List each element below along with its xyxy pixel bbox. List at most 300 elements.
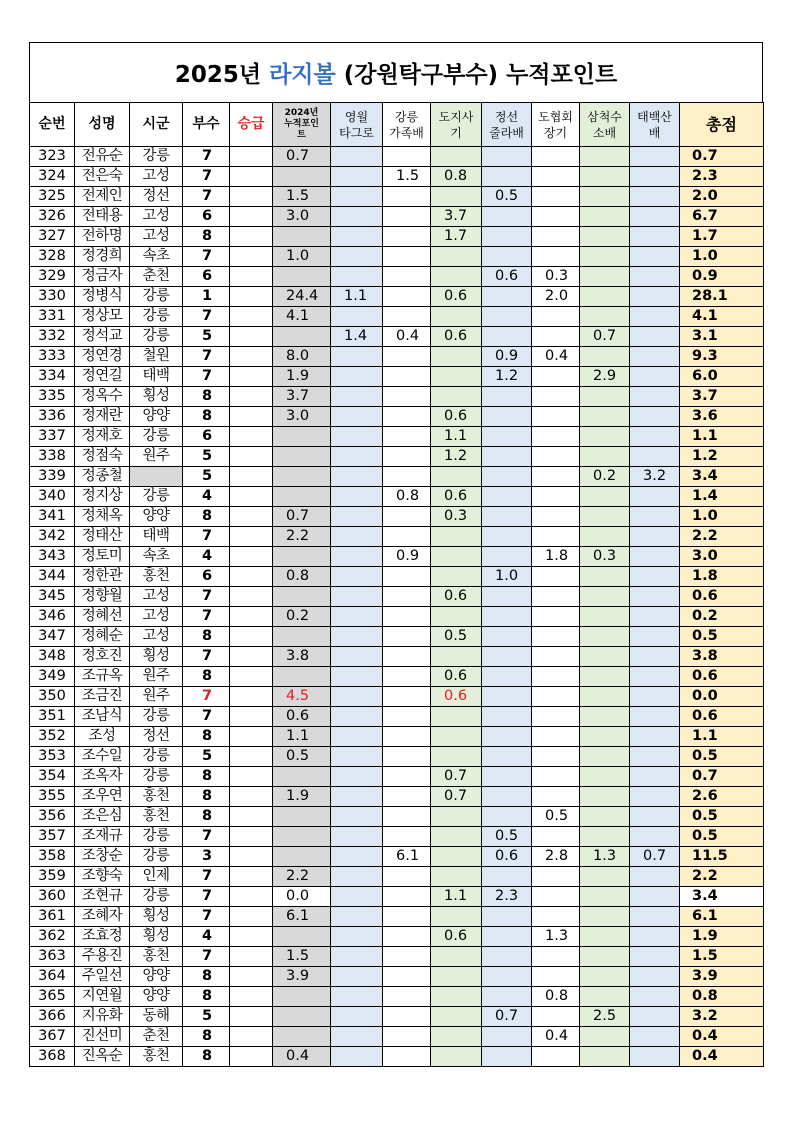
cell-division: 4 xyxy=(183,487,230,507)
cell-comp-6 xyxy=(580,587,630,607)
cell-comp-7 xyxy=(630,147,680,167)
cell-comp-6 xyxy=(580,487,630,507)
cell-comp-2 xyxy=(383,527,431,547)
cell-comp-3 xyxy=(431,527,482,547)
cell-comp-5 xyxy=(532,727,580,747)
cell-no: 343 xyxy=(30,547,75,567)
cell-promotion xyxy=(230,747,273,767)
cell-comp-5 xyxy=(532,207,580,227)
header-comp-1: 영월 타그로 xyxy=(331,103,383,147)
table-row xyxy=(30,567,764,587)
header-city: 시군 xyxy=(130,103,183,147)
cell-name: 정혜순 xyxy=(75,627,130,647)
cell-prev-points xyxy=(273,627,331,647)
cell-comp-6 xyxy=(580,1027,630,1047)
cell-comp-1 xyxy=(331,467,383,487)
cell-total: 0.4 xyxy=(680,1047,764,1067)
cell-comp-4 xyxy=(482,587,532,607)
cell-no: 366 xyxy=(30,1007,75,1027)
table-row xyxy=(30,687,764,707)
cell-total: 0.5 xyxy=(680,807,764,827)
cell-total: 1.0 xyxy=(680,507,764,527)
cell-promotion xyxy=(230,507,273,527)
table-row xyxy=(30,487,764,507)
table-row xyxy=(30,947,764,967)
cell-comp-2: 6.1 xyxy=(383,847,431,867)
cell-comp-2 xyxy=(383,967,431,987)
cell-comp-1 xyxy=(331,347,383,367)
cell-division: 7 xyxy=(183,367,230,387)
cell-no: 349 xyxy=(30,667,75,687)
cell-comp-7 xyxy=(630,267,680,287)
cell-promotion xyxy=(230,287,273,307)
cell-comp-5 xyxy=(532,527,580,547)
cell-total: 0.7 xyxy=(680,767,764,787)
cell-city: 양양 xyxy=(130,507,183,527)
cell-prev-points: 0.2 xyxy=(273,607,331,627)
cell-comp-4 xyxy=(482,327,532,347)
cell-prev-points: 4.1 xyxy=(273,307,331,327)
cell-no: 364 xyxy=(30,967,75,987)
cell-comp-5 xyxy=(532,887,580,907)
cell-city: 강릉 xyxy=(130,827,183,847)
cell-comp-2 xyxy=(383,207,431,227)
cell-city: 정선 xyxy=(130,187,183,207)
cell-prev-points xyxy=(273,667,331,687)
cell-no: 325 xyxy=(30,187,75,207)
cell-comp-4 xyxy=(482,1047,532,1067)
table-row xyxy=(30,447,764,467)
cell-city: 춘천 xyxy=(130,1027,183,1047)
cell-prev-points xyxy=(273,827,331,847)
cell-comp-6 xyxy=(580,247,630,267)
cell-comp-7 xyxy=(630,927,680,947)
cell-total: 2.2 xyxy=(680,527,764,547)
cell-comp-3 xyxy=(431,367,482,387)
table-row xyxy=(30,747,764,767)
cell-no: 329 xyxy=(30,267,75,287)
cell-comp-6 xyxy=(580,227,630,247)
cell-comp-3: 1.2 xyxy=(431,447,482,467)
cell-name: 정옥수 xyxy=(75,387,130,407)
cell-comp-2 xyxy=(383,287,431,307)
cell-name: 정재란 xyxy=(75,407,130,427)
header-comp-2: 강릉 가족배 xyxy=(383,103,431,147)
cell-division: 7 xyxy=(183,887,230,907)
cell-division: 7 xyxy=(183,707,230,727)
cell-comp-7 xyxy=(630,587,680,607)
cell-comp-4 xyxy=(482,1027,532,1047)
cell-comp-5 xyxy=(532,787,580,807)
cell-comp-7 xyxy=(630,967,680,987)
cell-prev-points: 0.0 xyxy=(273,887,331,907)
cell-comp-2 xyxy=(383,447,431,467)
table-row xyxy=(30,907,764,927)
cell-comp-5 xyxy=(532,307,580,327)
cell-city: 동해 xyxy=(130,1007,183,1027)
cell-city: 양양 xyxy=(130,407,183,427)
cell-comp-5 xyxy=(532,587,580,607)
cell-no: 334 xyxy=(30,367,75,387)
table-row xyxy=(30,927,764,947)
cell-no: 332 xyxy=(30,327,75,347)
header-prev-points: 2024년 누적포인 트 xyxy=(273,103,331,147)
cell-division: 7 xyxy=(183,307,230,327)
cell-comp-7: 3.2 xyxy=(630,467,680,487)
cell-no: 347 xyxy=(30,627,75,647)
table-row xyxy=(30,887,764,907)
cell-comp-7 xyxy=(630,387,680,407)
table-row xyxy=(30,347,764,367)
cell-prev-points: 3.7 xyxy=(273,387,331,407)
cell-division: 1 xyxy=(183,287,230,307)
table-row xyxy=(30,307,764,327)
cell-comp-7 xyxy=(630,887,680,907)
cell-promotion xyxy=(230,427,273,447)
cell-comp-6 xyxy=(580,567,630,587)
cell-total: 1.0 xyxy=(680,247,764,267)
cell-comp-5: 2.0 xyxy=(532,287,580,307)
cell-comp-6: 2.5 xyxy=(580,1007,630,1027)
cell-no: 340 xyxy=(30,487,75,507)
cell-total: 1.4 xyxy=(680,487,764,507)
cell-comp-2 xyxy=(383,467,431,487)
cell-comp-3: 0.5 xyxy=(431,627,482,647)
cell-city: 횡성 xyxy=(130,647,183,667)
cell-no: 336 xyxy=(30,407,75,427)
cell-comp-3: 0.6 xyxy=(431,407,482,427)
header-division: 부수 xyxy=(183,103,230,147)
cell-comp-1 xyxy=(331,267,383,287)
cell-division: 8 xyxy=(183,507,230,527)
cell-comp-6 xyxy=(580,447,630,467)
cell-city: 강릉 xyxy=(130,767,183,787)
cell-promotion xyxy=(230,547,273,567)
cell-prev-points: 0.8 xyxy=(273,567,331,587)
cell-prev-points xyxy=(273,487,331,507)
cell-comp-2 xyxy=(383,927,431,947)
cell-division: 4 xyxy=(183,547,230,567)
cell-name: 정금자 xyxy=(75,267,130,287)
cell-total: 3.7 xyxy=(680,387,764,407)
cell-comp-2 xyxy=(383,767,431,787)
table-row xyxy=(30,147,764,167)
cell-comp-6: 2.9 xyxy=(580,367,630,387)
cell-comp-2 xyxy=(383,807,431,827)
cell-prev-points xyxy=(273,987,331,1007)
cell-total: 6.1 xyxy=(680,907,764,927)
cell-comp-2 xyxy=(383,1007,431,1027)
cell-name: 정연경 xyxy=(75,347,130,367)
cell-comp-2 xyxy=(383,507,431,527)
cell-prev-points xyxy=(273,427,331,447)
cell-comp-5 xyxy=(532,487,580,507)
cell-division: 5 xyxy=(183,327,230,347)
cell-comp-7 xyxy=(630,367,680,387)
cell-prev-points: 1.5 xyxy=(273,947,331,967)
cell-total: 1.5 xyxy=(680,947,764,967)
table-row xyxy=(30,867,764,887)
cell-comp-4 xyxy=(482,707,532,727)
cell-comp-4 xyxy=(482,287,532,307)
cell-promotion xyxy=(230,1027,273,1047)
cell-division: 7 xyxy=(183,147,230,167)
cell-promotion xyxy=(230,1047,273,1067)
cell-comp-6 xyxy=(580,827,630,847)
cell-no: 326 xyxy=(30,207,75,227)
cell-comp-4 xyxy=(482,967,532,987)
header-no: 순번 xyxy=(30,103,75,147)
header-promotion: 승급 xyxy=(230,103,273,147)
cell-comp-6 xyxy=(580,1047,630,1067)
cell-promotion xyxy=(230,147,273,167)
cell-division: 8 xyxy=(183,1047,230,1067)
cell-comp-3 xyxy=(431,967,482,987)
cell-no: 345 xyxy=(30,587,75,607)
cell-comp-3 xyxy=(431,1007,482,1027)
cell-comp-4 xyxy=(482,787,532,807)
cell-prev-points xyxy=(273,767,331,787)
cell-total: 3.2 xyxy=(680,1007,764,1027)
cell-division: 8 xyxy=(183,667,230,687)
cell-comp-4 xyxy=(482,927,532,947)
cell-promotion xyxy=(230,167,273,187)
table-row xyxy=(30,507,764,527)
cell-no: 357 xyxy=(30,827,75,847)
cell-promotion xyxy=(230,847,273,867)
cell-name: 주일선 xyxy=(75,967,130,987)
cell-no: 362 xyxy=(30,927,75,947)
cell-no: 335 xyxy=(30,387,75,407)
cell-total: 2.6 xyxy=(680,787,764,807)
cell-comp-1 xyxy=(331,747,383,767)
cell-comp-1 xyxy=(331,927,383,947)
cell-comp-7 xyxy=(630,547,680,567)
cell-comp-7 xyxy=(630,447,680,467)
cell-prev-points xyxy=(273,267,331,287)
cell-comp-2 xyxy=(383,607,431,627)
cell-comp-6 xyxy=(580,687,630,707)
cell-comp-5: 2.8 xyxy=(532,847,580,867)
cell-promotion xyxy=(230,927,273,947)
cell-promotion xyxy=(230,187,273,207)
cell-name: 정석교 xyxy=(75,327,130,347)
table-row xyxy=(30,727,764,747)
cell-comp-5 xyxy=(532,767,580,787)
cell-division: 8 xyxy=(183,987,230,1007)
cell-comp-7 xyxy=(630,667,680,687)
cell-name: 정지상 xyxy=(75,487,130,507)
header-row xyxy=(30,103,764,147)
cell-comp-7 xyxy=(630,527,680,547)
cell-comp-5 xyxy=(532,607,580,627)
table-row xyxy=(30,1007,764,1027)
cell-total: 0.5 xyxy=(680,627,764,647)
cell-prev-points xyxy=(273,1027,331,1047)
cell-comp-4: 0.6 xyxy=(482,847,532,867)
cell-division: 7 xyxy=(183,907,230,927)
cell-no: 353 xyxy=(30,747,75,767)
cell-comp-4 xyxy=(482,447,532,467)
cell-name: 전은숙 xyxy=(75,167,130,187)
cell-comp-1 xyxy=(331,627,383,647)
header-total: 총점 xyxy=(680,103,764,147)
cell-comp-5 xyxy=(532,627,580,647)
cell-comp-2 xyxy=(383,887,431,907)
cell-total: 3.6 xyxy=(680,407,764,427)
cell-comp-1 xyxy=(331,967,383,987)
cell-comp-6 xyxy=(580,787,630,807)
cell-comp-1 xyxy=(331,867,383,887)
cell-prev-points: 2.2 xyxy=(273,867,331,887)
cell-promotion xyxy=(230,647,273,667)
cell-comp-4: 0.7 xyxy=(482,1007,532,1027)
cell-name: 조금진 xyxy=(75,687,130,707)
cell-prev-points: 1.5 xyxy=(273,187,331,207)
cell-prev-points xyxy=(273,927,331,947)
table-row xyxy=(30,267,764,287)
cell-city: 강릉 xyxy=(130,887,183,907)
cell-comp-1 xyxy=(331,827,383,847)
cell-comp-1 xyxy=(331,227,383,247)
cell-comp-2 xyxy=(383,227,431,247)
cell-comp-6 xyxy=(580,607,630,627)
cell-comp-7 xyxy=(630,187,680,207)
cell-comp-2 xyxy=(383,647,431,667)
cell-comp-7 xyxy=(630,707,680,727)
cell-comp-3 xyxy=(431,567,482,587)
cell-comp-2 xyxy=(383,947,431,967)
cell-no: 327 xyxy=(30,227,75,247)
cell-comp-6 xyxy=(580,867,630,887)
cell-city: 홍천 xyxy=(130,947,183,967)
cell-division: 7 xyxy=(183,867,230,887)
cell-comp-3: 1.1 xyxy=(431,887,482,907)
cell-comp-7: 0.7 xyxy=(630,847,680,867)
cell-promotion xyxy=(230,307,273,327)
cell-comp-3 xyxy=(431,267,482,287)
cell-total: 0.9 xyxy=(680,267,764,287)
cell-promotion xyxy=(230,667,273,687)
cell-name: 정호진 xyxy=(75,647,130,667)
cell-comp-1 xyxy=(331,447,383,467)
cell-promotion xyxy=(230,627,273,647)
cell-no: 339 xyxy=(30,467,75,487)
cell-comp-6 xyxy=(580,387,630,407)
cell-comp-2 xyxy=(383,407,431,427)
table-row xyxy=(30,827,764,847)
cell-comp-1 xyxy=(331,247,383,267)
cell-comp-3: 0.6 xyxy=(431,927,482,947)
cell-comp-3 xyxy=(431,847,482,867)
cell-prev-points: 3.8 xyxy=(273,647,331,667)
cell-prev-points: 1.9 xyxy=(273,367,331,387)
cell-comp-6 xyxy=(580,987,630,1007)
cell-comp-1 xyxy=(331,667,383,687)
cell-comp-3: 0.7 xyxy=(431,767,482,787)
cell-comp-4 xyxy=(482,427,532,447)
header-comp-4: 정선 줄라배 xyxy=(482,103,532,147)
cell-total: 3.0 xyxy=(680,547,764,567)
cell-city: 강릉 xyxy=(130,307,183,327)
cell-comp-7 xyxy=(630,747,680,767)
cell-comp-1 xyxy=(331,1007,383,1027)
cell-comp-2 xyxy=(383,347,431,367)
cell-comp-7 xyxy=(630,507,680,527)
cell-promotion xyxy=(230,527,273,547)
cell-total: 0.5 xyxy=(680,827,764,847)
title-accent: 라지볼 xyxy=(269,62,336,88)
cell-comp-2 xyxy=(383,567,431,587)
cell-division: 8 xyxy=(183,627,230,647)
cell-prev-points xyxy=(273,447,331,467)
cell-city: 원주 xyxy=(130,667,183,687)
cell-city: 정선 xyxy=(130,727,183,747)
cell-no: 350 xyxy=(30,687,75,707)
cell-name: 조현규 xyxy=(75,887,130,907)
table-row xyxy=(30,367,764,387)
cell-promotion xyxy=(230,347,273,367)
cell-comp-6 xyxy=(580,507,630,527)
cell-comp-7 xyxy=(630,607,680,627)
cell-comp-2: 0.8 xyxy=(383,487,431,507)
cell-total: 9.3 xyxy=(680,347,764,367)
cell-division: 5 xyxy=(183,747,230,767)
cell-total: 1.9 xyxy=(680,927,764,947)
cell-comp-1 xyxy=(331,507,383,527)
cell-comp-7 xyxy=(630,687,680,707)
cell-comp-6 xyxy=(580,767,630,787)
cell-total: 0.2 xyxy=(680,607,764,627)
cell-city: 속초 xyxy=(130,547,183,567)
cell-comp-3 xyxy=(431,867,482,887)
cell-comp-1 xyxy=(331,847,383,867)
cell-comp-5 xyxy=(532,227,580,247)
cell-name: 조옥자 xyxy=(75,767,130,787)
cell-total: 6.7 xyxy=(680,207,764,227)
cell-no: 363 xyxy=(30,947,75,967)
cell-division: 6 xyxy=(183,267,230,287)
cell-total: 3.4 xyxy=(680,467,764,487)
cell-comp-4 xyxy=(482,767,532,787)
table-row xyxy=(30,527,764,547)
cell-comp-7 xyxy=(630,807,680,827)
cell-city: 강릉 xyxy=(130,707,183,727)
table-row xyxy=(30,1027,764,1047)
cell-no: 368 xyxy=(30,1047,75,1067)
cell-comp-1 xyxy=(331,547,383,567)
table-row xyxy=(30,547,764,567)
cell-comp-2 xyxy=(383,747,431,767)
cell-division: 6 xyxy=(183,567,230,587)
cell-comp-4 xyxy=(482,647,532,667)
cell-comp-1 xyxy=(331,687,383,707)
cell-comp-4 xyxy=(482,527,532,547)
cell-comp-5: 1.3 xyxy=(532,927,580,947)
cell-comp-3 xyxy=(431,947,482,967)
cell-total: 0.4 xyxy=(680,1027,764,1047)
cell-division: 7 xyxy=(183,827,230,847)
cell-comp-6 xyxy=(580,427,630,447)
cell-no: 356 xyxy=(30,807,75,827)
cell-comp-1 xyxy=(331,367,383,387)
cell-total: 3.9 xyxy=(680,967,764,987)
cell-comp-6 xyxy=(580,947,630,967)
cell-no: 367 xyxy=(30,1027,75,1047)
cell-comp-3 xyxy=(431,387,482,407)
cell-promotion xyxy=(230,967,273,987)
cell-comp-4 xyxy=(482,627,532,647)
